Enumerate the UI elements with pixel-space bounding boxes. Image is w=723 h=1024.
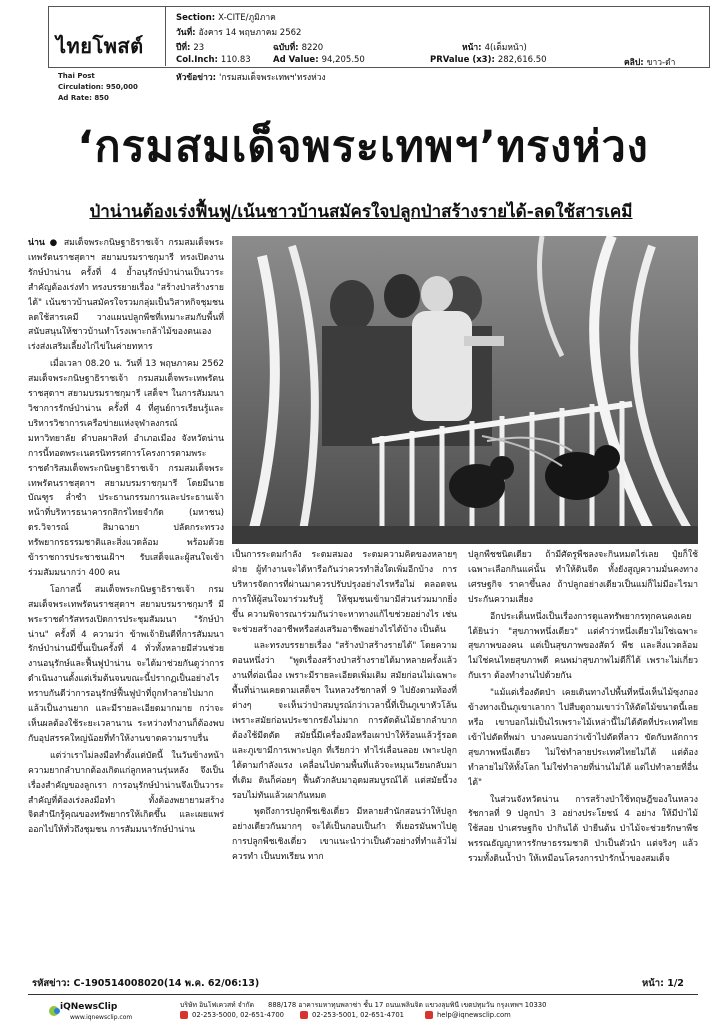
paragraph: อีกประเด็นหนึ่งเป็นเรื่องการดูแลทรัพยากรทุกคนคงเคยได้ยินว่า "สุขภาพหนึ่งเดียว" แต่คำว่าหนึ่งเดียวไม่ใช่เฉพาะสุขภาพของคน แต่เป็นสุขภาพของสัตว์ พืช และสิ่งแวดล้อม ไม่ใช่คนไทยสุขภาพดี คนพม่าสุขภาพไม่ดีก็ได้ เพราะไม่เกี่ยวกับเรา ต้องทำงานไปด้วยกัน	[468, 611, 698, 682]
section-field: Section: X-CITE/ภูมิภาค	[176, 13, 276, 23]
paragraph: โอกาสนี้ สมเด็จพระกนิษฐาธิราชเจ้า กรมสมเด็จพระเทพรัตนราชสุดาฯ สยามบรมราชกุมารี มีพระราชดำรัสทรงเปิดการประชุมสัมมนา "รักษ์ป่าน่าน" ครั้งที่ 4 ความว่า ข้าพเจ้ายินดีที่การสัมมนารักษ์ป่าน่านมีขึ้นเป็นครั้งที่ 4 ทั่วทั้งหลายมีส่วนช่วยงานอนุรักษ์และฟื้นฟูป่าน่าน จะได้มาช่วยกันดูว่าการดำเนินงานตั้งแต่เริ่มต้นจนขณะนี้ปรากฏเป็นอย่างไร ทราบกันดีว่าการอนุรักษ์ฟื้นฟูป่าที่ถูกทำลายไปมากแล้วเป็นงานยาก และมีรายละเอียดมากมาย กว่าจะเห็นผลต้องใช้ระยะเวลานาน ระหว่างทำงานก็ต้องพบกับอุปสรรคใหญ่น้อยที่ทำให้งานขาดความราบรื่น	[28, 584, 224, 744]
article-column-1	[28, 236, 224, 972]
year-field: ปีที่: 23	[176, 43, 205, 53]
dateline: น่าน ●	[28, 238, 60, 248]
email-icon	[425, 1011, 433, 1019]
news-code: รหัสข่าว: C-190514008020(14 พ.ค. 62/06:13)	[32, 978, 260, 989]
publication-logo: ไทยโพสต์	[56, 34, 144, 58]
clip-color-field: คลิป: ขาว-ดำ	[624, 58, 676, 68]
fax-icon	[300, 1011, 308, 1019]
colinch-field: Col.Inch: 110.83	[176, 55, 251, 65]
paragraph: พูดถึงการปลูกพืชเชิงเดี่ยว มีหลายสำนักสอนว่าให้ปลูกอย่างเดียวกันมากๆ จะได้เป็นกอบเป็นกำ ที่เยอรมันพาไปดูการปลูกพืชเชิงเดี่ยว เขาแนะนำว่าเป็นตัวอย่างที่ทำแล้วไม่ควรทำ เป็นบทเรียน ทาก	[232, 807, 457, 863]
fax-number: 02-253-5001, 02-651-4701	[312, 1011, 404, 1019]
paragraph: น่าน ● สมเด็จพระกนิษฐาธิราชเจ้า กรมสมเด็จพระเทพรัตนราชสุดาฯ สยามบรมราชกุมารี ทรงเปิดงานรักษ์ป่าน่าน ครั้งที่ 4 ย้ำอนุรักษ์ป่าน่านเป็นวาระสำคัญต้องเร่งทำ ทรงบรรยายเรื่อง "สร้างป่าสร้างรายได้" เน้นชาวบ้านสมัครใจรวมกลุ่มเป็นวิสาหกิจชุมชน ลดใช้สารเคมี วางแผนปลูกพืชที่เหมาะสมกับพื้นที่ สนับสนุนให้ชาวบ้านทำโรงเพาะกล้าไม้ของตนเอง เร่งส่งเสริมเลี้ยงไก่ไข่ในค่ายทหาร	[28, 238, 224, 353]
article-column-2	[232, 548, 457, 972]
page-field: หน้า: 4(เต็มหน้า)	[462, 43, 527, 53]
date-field: วันที่: อังคาร 14 พฤษภาคม 2562	[176, 28, 302, 38]
publication-name-en: Thai Post	[58, 72, 95, 80]
brand-url: www.iqnewsclip.com	[70, 1014, 133, 1021]
paragraph: เป็นการระดมกำลัง ระดมสมอง ระดมความคิดของหลายๆ ฝ่าย ผู้ทำงานจะได้หารือกันว่าควรทำสิ่งใดเพิ่มอีกบ้าง การบริหารจัดการที่ผ่านมาควรปรับปรุงอย่างไรหรือไม่ ตลอดจนการให้ผู้สนใจมาร่วมรับรู้ ให้ชุมชนเข้ามามีส่วนร่วมมากยิ่งขึ้น ความพิจารณาร่วมกันว่าจะหาทางแก้ไขช่วยอย่างไร เช่น จะช่วยสร้างอาชีพหรือส่งเสริมอาชีพอย่างไรได้บ้าง เป็นต้น	[232, 550, 457, 635]
paragraph: และทรงบรรยายเรื่อง "สร้างป่าสร้างรายได้" โดยความตอนหนึ่งว่า "พูดเรื่องสร้างป่าสร้างรายได้มาหลายครั้งแล้ว งานที่ต่อเนื่อง เพราะมีรายละเอียดเพิ่มเติม สมัยก่อนไม่เฉพาะพื้นที่น่านเคยตามเสด็จฯ ในหลวงรัชกาลที่ 9 ไปยังตามท้องที่ต่างๆ จะเห็นว่าป่าสมบูรณ์กว่าเวลานี้ที่เป็นภูเขาหัวโล้น เพราะสมัยก่อนประชากรยังไม่มาก การตัดต้นไม้ยากลำบาก ต้องใช้มีดตัด สมัยนี้มีเครื่องมือหรือเผาป่าให้ร้อนแล้วรู้รอด และภูเขามีการเพาะปลูก ที่เรียกว่า ทำไร่เลื่อนลอย เพาะปลูกได้ตามกำลังแรง เคลื่อนไปตามพื้นที่แล้วจะหมุนเวียนกลับมาที่เดิม ดินก็ค่อยๆ ฟื้นตัวกลับมาอุดมสมบูรณ์ได้ แต่สมัยนี้วงรอบไม่ทันแล้วเผากันหมด	[232, 641, 457, 801]
ad-rate: Ad Rate: 850	[58, 94, 109, 102]
footer-divider	[28, 994, 698, 995]
paragraph: แต่ว่าเราไม่ลงมือทำตั้งแต่บัดนี้ ในวันข้างหน้าความยากลำบากต้องเกิดแก่ลูกหลานรุ่นหลัง จึงเป็นเรื่องสำคัญของลูกเรา การอนุรักษ์ป่าน่านจึงเป็นวาระสำคัญที่ต้องเร่งลงมือทำ ทั้งต้องพยายามสร้างจิตสำนึกรู้คุณของทรัพยากรให้เกิดขึ้น และเผยแพร่ออกไปให้ทั่วถึงชุมชน การสัมมนารักษ์ป่าน่าน	[28, 750, 224, 836]
paragraph: ปลูกพืชชนิดเดียว ถ้ามีศัตรูพืชลงจะกินหมดไร่เลย ปุ๋ยก็ใช้เฉพาะเลือกกินแค่นั้น ทำให้ดินจืด ทั้งยังสูญความมั่นคงทางเศรษฐกิจ ราคาขึ้นลง ถ้าปลูกอย่างเดียวเป็นแม่ก็ไม่มีอะไรมาประกันความเสี่ยง	[468, 550, 698, 605]
brand-name: iQNewsClip	[60, 1002, 118, 1012]
photo-illustration	[232, 236, 698, 544]
topic-field: หัวข้อข่าว: 'กรมสมเด็จพระเทพฯ'ทรงห่วง	[176, 73, 326, 83]
ad-value-field: Ad Value: 94,205.50	[273, 55, 365, 65]
paragraph: "แม้แต่เรื่องตัดป่า เคยเดินทางไปพื้นที่หนึ่งเห็นไม้ซุงกองข้างทางเป็นภูเขาเลากา ไปสืบดูถามเขาว่าให้ตัดไม้ขนาดนี้เลยหรือ เขาบอกไม่เป็นไรเพราะไม้เหล่านี้ไม่ได้ตัดที่ประเทศไทย เข้าไปตัดที่พม่า บางคนบอกว่าเข้าไปตัดที่ลาว ขัดกับหลักการสุขภาพหนึ่งเดียว ไม่ใช่ทำลายประเทศไทยไม่ได้ แต่ต้องทำลายไม่ให้ทั้งโลก ไม่ใช่ทำลายที่น่านไม่ได้ แต่ไปทำลายที่อื่นได้"	[468, 688, 698, 788]
company-address: 888/178 อาคารมหาทุนพลาซ่า ชั้น 17 ถนนเพลินจิต แขวงลุมพินี เขตปทุมวัน กรุงเทพฯ 10330	[268, 1001, 547, 1009]
article-subheadline: ป่าน่านต้องเร่งฟื้นฟู/เน้นชาวบ้านสมัครใจปลูกป่าสร้างรายได้-ลดใช้สารเคมี	[89, 202, 633, 222]
issue-field: ฉบับที่: 8220	[273, 43, 324, 53]
article-headline: ‘กรมสมเด็จพระเทพฯ’ทรงห่วง	[77, 122, 649, 172]
phone-icon	[180, 1011, 188, 1019]
article-photo	[232, 236, 698, 544]
paragraph: เมื่อเวลา 08.20 น. วันที่ 13 พฤษภาคม 2562 สมเด็จพระกนิษฐาธิราชเจ้า กรมสมเด็จพระเทพรัตนราชสุดาฯ สยามบรมราชกุมารี เสด็จฯ ในการสัมมนาวิชาการรักษ์ป่าน่าน ครั้งที่ 4 ที่ศูนย์การเรียนรู้และบริหารวิชาการเครือข่ายแห่งจุฬาลงกรณ์มหาวิทยาลัย ตำบลผาสิงห์ อำเภอเมือง จังหวัดน่าน การนี้ทอดพระเนตรนิทรรศการโครงการตามพระราชดำริสมเด็จพระกนิษฐาธิราชเจ้า กรมสมเด็จพระเทพรัตนราชสุดาฯ สยามบรมราชกุมารี โดยมีนายบัณฑูร ล่ำซำ ประธานกรรมการและประธานเจ้าหน้าที่บริหารธนาคารกสิกรไทยจำกัด (มหาชน) ดร.วิจารณ์ สิมาฉายา ปลัดกระทรวงทรัพยากรธรรมชาติและสิ่งแวดล้อม พร้อมด้วยข้าราชการประชาชนเฝ้าฯ รับเสด็จและผู้สนใจเข้าร่วมสัมมนากว่า 400 คน	[28, 359, 224, 578]
paragraph: ในส่วนจังหวัดน่าน การสร้างป่าใช้ทฤษฎีของในหลวงรัชกาลที่ 9 ปลูกป่า 3 อย่างประโยชน์ 4 อย่าง ให้มีป่าไม้ใช้สอย ป่าเศรษฐกิจ ป่ากินได้ ป่ายืนต้น ป่าไม้จะช่วยรักษาพืชพรรณธัญญาหารรักษาธรรมชาติ ป่าเป็นตัวนำ แต่จริงๆ แล้วรวมทั้งดินน้ำป่า ให้เหมือนโครงการป่ารักน้ำของสมเด็จ	[468, 794, 698, 865]
pr-value-field: PRValue (x3): 282,616.50	[430, 55, 547, 65]
article-column-3	[468, 548, 698, 972]
company-name: บริษัท อินโฟเควสท์ จำกัด	[180, 1001, 255, 1009]
phone-number: 02-253-5000, 02-651-4700	[192, 1011, 284, 1019]
page-count: หน้า: 1/2	[642, 978, 684, 989]
email-address: help@iqnewsclip.com	[437, 1011, 511, 1019]
circulation: Circulation: 950,000	[58, 83, 138, 91]
